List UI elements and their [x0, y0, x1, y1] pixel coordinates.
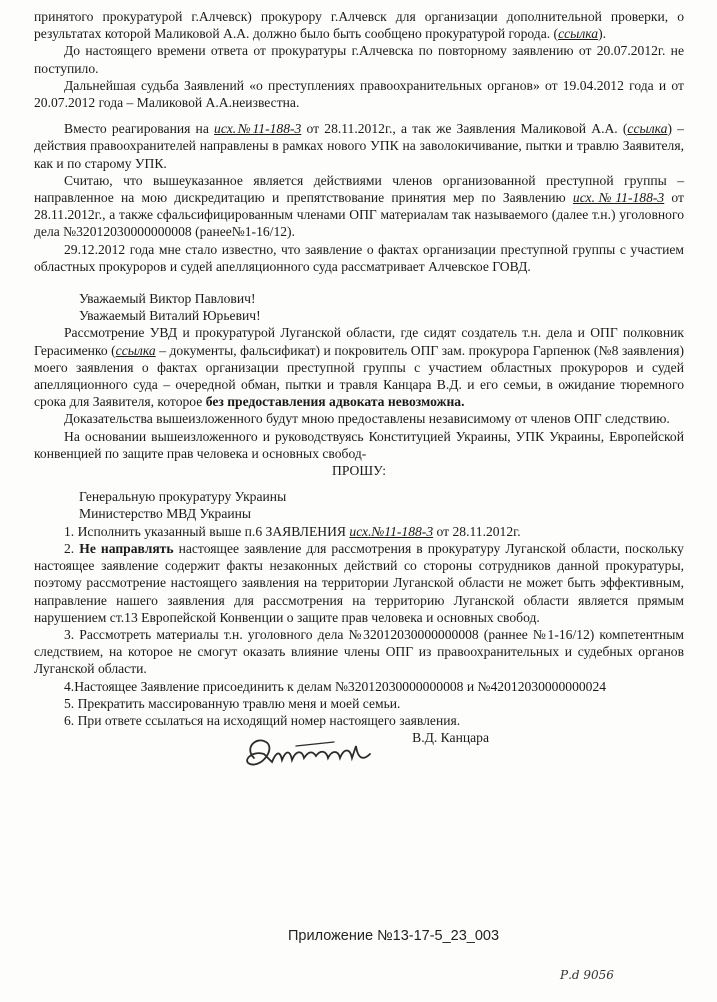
- request-heading: ПРОШУ:: [332, 463, 386, 479]
- request-item-6: 6. При ответе ссылаться на исходящий номер настоящего заявления.: [64, 712, 461, 728]
- handwritten-signature: [236, 728, 386, 778]
- paragraph-2: До настоящего времени ответа от прокуратуры г.Алчевска по повторному заявлению от 20.07.2012г. не поступило.: [34, 43, 684, 76]
- paragraph-6: 29.12.2012 года мне стало известно, что заявление о фактах организации преступной группы с участием областных прокуроров и судей апелляционного суда рассматривает Алчевское ГОВД.: [34, 241, 684, 274]
- bold-emphasis: Не направлять: [79, 540, 174, 556]
- paragraph-4: Вместо реагирования на исх.№11-188-3 от 28.11.2012г., а так же Заявления Маликовой А.А. (ссылка) – действия правоохранителей направлены в рамках нового УПК на заволокичивание, пытки и травлю Заявителя, как и по старому УПК.: [34, 121, 684, 171]
- link-reference: ссылка: [627, 121, 668, 137]
- request-item-1: 1. Исполнить указанный выше п.6 ЗАЯВЛЕНИЯ исх.№11-188-3 от 28.11.2012г.: [64, 523, 521, 539]
- appendix-label: Приложение №13-17-5_23_003: [288, 928, 500, 944]
- paragraph-1: принятого прокуратурой г.Алчевск) прокурору г.Алчевск для организации дополнительной проверки, о результатах которой Маликовой А.А. должно было быть сообщено прокуратурой города. (ссылка).: [34, 9, 684, 42]
- request-item-2: 2. Не направлять настоящее заявление для рассмотрения в прокуратуру Луганской области, поскольку настоящее заявление содержит факты незаконных действий со стороны сотрудников данной прокуратуры, поэтому рассмотрение настоящего заявления на территории Луганской области не может быть эффективным, направление нашего заявления для рассмотрения на территорию Луганской области является прямым нарушением ст.13 Европейской Конвенции о защите прав человека и основных свобод.: [34, 540, 684, 625]
- addressee-1: Генеральную прокуратуру Украины: [79, 489, 287, 505]
- salutation-2: Уважаемый Виталий Юрьевич!: [79, 308, 261, 324]
- request-item-4: 4.Настоящее Заявление присоединить к делам №32012030000000008 и №42012030000000024: [64, 678, 607, 694]
- paragraph-5: Считаю, что вышеуказанное является действиями членов организованной преступной группы – направленное на мою дискредитацию и препятствование принятия мер по Заявлению исх.№11-188-3 от 28.11.2012г., а также сфальсифицированным членами ОПГ материалам так называемого (далее т.н.) уголовного дела №32012030000000008 (ранее№1-16/12).: [34, 172, 684, 240]
- handwritten-page-number: Р.d 9056: [560, 968, 614, 982]
- addressee-2: Министерство МВД Украины: [79, 506, 252, 522]
- link-reference: ссылка: [558, 26, 599, 42]
- request-item-5: 5. Прекратить массированную травлю меня и моей семьи.: [64, 695, 401, 711]
- salutation-1: Уважаемый Виктор Павлович!: [79, 291, 256, 307]
- outgoing-number-reference: исх.№11-188-3: [349, 523, 434, 539]
- paragraph-3: Дальнейшая судьба Заявлений «о преступлениях правоохранительных органов» от 19.04.2012 года и от 20.07.2012 года – Маликовой А.А.неизвестна.: [34, 77, 684, 111]
- link-reference: ссылка: [115, 342, 156, 358]
- paragraph-9: На основании вышеизложенного и руководствуясь Конституцией Украины, УПК Украины, Европейской конвенцией по защите прав человека и основных свобод-: [34, 428, 684, 461]
- paragraph-8: Доказательства вышеизложенного будут мною предоставлены независимому от членов ОПГ следствию.: [64, 411, 670, 427]
- outgoing-number-reference: исх.№11-188-3: [572, 190, 665, 206]
- bold-emphasis: без предоставления адвоката невозможна.: [205, 394, 465, 410]
- request-item-3: 3. Рассмотреть материалы т.н. уголовного дела №32012030000000008 (раннее №1-16/12) компетентным следствием, на которое не смогут оказать влияние члены ОПГ из правоохранительных и судебных органов Луганской области.: [34, 626, 684, 677]
- signer-name: В.Д. Канцара: [412, 730, 489, 746]
- paragraph-7: Рассмотрение УВД и прокуратурой Луганской области, где сидят создатель т.н. дела и ОПГ полковник Герасименко (ссылка – документы, фальсификат) и покровитель ОПГ зам. прокурора Гарпенюк (№8 заявления) моего заявления о фактах организации преступной группы с участием областных прокуроров и судей апелляционного суда – очередной обман, пытки и травля Канцара В.Д. и его семьи, в ожидание тюремного срока для Заявителя, которое без предоставления адвоката невозможна.: [34, 325, 684, 410]
- outgoing-number-reference: исх.№11-188-3: [214, 121, 302, 137]
- letter-body: [34, 8, 684, 746]
